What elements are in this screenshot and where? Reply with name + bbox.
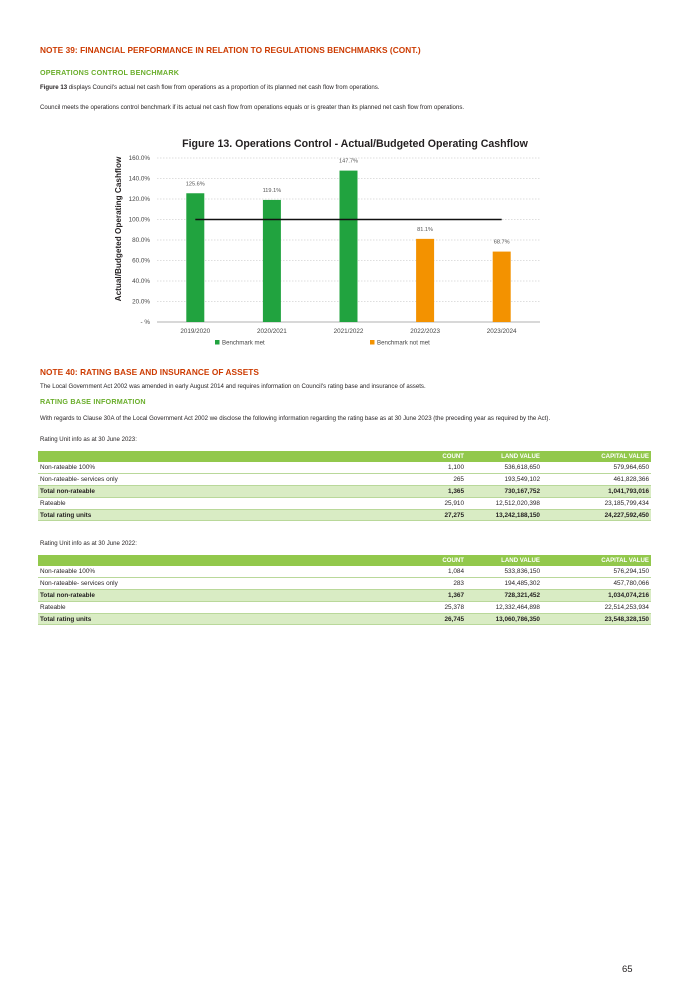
data-label: 68.7% [493,239,510,246]
land-value-cell: 728,321,452 [466,590,542,602]
note-39-para-2: Council meets the operations control benchmark if its actual net cash flow from operations equals or is greater than its planned net cash flow from operations. [40,104,465,111]
data-label: 147.7% [339,158,358,165]
header-label [38,451,378,462]
note-40-intro: The Local Government Act 2002 was amended in early August 2014 and requires information on Council's rating base and insurance of assets. [40,383,426,390]
legend-swatch [370,340,375,345]
capital-value-cell: 579,964,650 [542,462,651,474]
data-label: 125.6% [185,181,205,188]
note-39-para-1 [40,84,380,91]
table-total-row [38,486,651,498]
land-value-cell: 533,836,150 [466,566,542,578]
note-40-para: With regards to Clause 30A of the Local Government Act 2002 we disclose the following information regarding the rating base as at 30 June 2023 (the preceding year as required by the Act). [40,415,551,422]
count-cell: 283 [378,578,466,590]
land-value-cell: 730,167,752 [466,486,542,498]
count-cell: 27,275 [378,509,466,521]
header-count: COUNT [378,555,466,566]
y-tick-label: 160.0% [128,155,150,162]
y-tick-label: 20.0% [132,298,150,306]
row-label: Total rating units [38,509,378,521]
table-total-row [38,509,651,521]
count-cell: 26,745 [378,613,466,625]
capital-value-cell: 1,041,793,016 [542,486,651,498]
land-value-cell: 536,618,650 [466,462,542,474]
legend-swatch [215,340,220,345]
land-value-cell: 194,485,302 [466,578,542,590]
header-capital-value: CAPITAL VALUE [542,555,651,566]
header-land-value: LAND VALUE [466,555,542,566]
legend-label: Benchmark not met [377,339,430,347]
figure-ref: Figure 13 [40,84,68,91]
count-cell: 1,365 [378,486,466,498]
header-capital-value: CAPITAL VALUE [542,451,651,462]
count-cell: 1,100 [378,462,466,474]
x-tick-label: 2020/2021 [257,328,287,335]
capital-value-cell: 22,514,253,934 [542,601,651,613]
land-value-cell: 12,512,020,398 [466,497,542,509]
capital-value-cell: 23,185,799,434 [542,497,651,509]
table-row [38,497,651,509]
legend-label: Benchmark met [222,339,265,347]
count-cell: 25,910 [378,497,466,509]
row-label: Total rating units [38,613,378,625]
x-tick-label: 2023/2024 [486,328,517,335]
row-label: Rateable [38,601,378,613]
row-label: Total non-rateable [38,486,378,498]
table-row [38,462,651,474]
bar-2019/2020 [186,193,204,322]
capital-value-cell: 1,034,074,216 [542,590,651,602]
capital-value-cell: 23,548,328,150 [542,613,651,625]
y-tick-label: 60.0% [132,257,150,265]
data-label: 81.1% [417,226,434,233]
rating-table-2022 [38,555,651,625]
data-label: 119.1% [262,187,282,194]
y-tick-label: 40.0% [132,278,150,285]
count-cell: 25,378 [378,601,466,613]
capital-value-cell: 457,780,066 [542,578,651,590]
note-40-heading: NOTE 40: RATING BASE AND INSURANCE OF ASSETS [40,367,260,377]
bar-2022/2023 [416,239,434,322]
y-tick-label: 100.0% [128,216,150,224]
table-total-row [38,613,651,625]
bar-2021/2022 [340,171,358,322]
operations-control-subheading: OPERATIONS CONTROL BENCHMARK [40,68,180,77]
header-land-value: LAND VALUE [466,451,542,462]
capital-value-cell: 24,227,592,450 [542,509,651,521]
table-row [38,578,651,590]
table-row [38,566,651,578]
land-value-cell: 13,060,786,350 [466,613,542,625]
land-value-cell: 13,242,188,150 [466,509,542,521]
page-number: 65 [622,964,633,975]
row-label: Non-rateable- services only [38,474,378,486]
header-label [38,555,378,566]
x-tick-label: 2021/2022 [333,328,364,335]
y-axis-label: Actual/Budgeted Operating Cashflow [114,156,123,302]
count-cell: 1,367 [378,590,466,602]
header-count: COUNT [378,451,466,462]
bar-2020/2021 [263,200,281,322]
bar-2023/2024 [493,252,511,322]
capital-value-cell: 576,294,150 [542,566,651,578]
rating-table-2023 [38,451,651,521]
table-2022-caption: Rating Unit info as at 30 June 2022: [40,540,137,547]
table-2023-caption: Rating Unit info as at 30 June 2023: [40,436,137,443]
count-cell: 1,084 [378,566,466,578]
land-value-cell: 193,549,102 [466,474,542,486]
table-header-row [38,451,651,462]
table-row [38,601,651,613]
capital-value-cell: 461,828,366 [542,474,651,486]
y-tick-label: 140.0% [128,175,150,183]
row-label: Rateable [38,497,378,509]
table-header-row [38,555,651,566]
rating-base-subheading: RATING BASE INFORMATION [40,397,146,406]
count-cell: 265 [378,474,466,486]
x-tick-label: 2019/2020 [180,328,211,335]
row-label: Non-rateable- services only [38,578,378,590]
row-label: Non-rateable 100% [38,566,378,578]
row-label: Non-rateable 100% [38,462,378,474]
land-value-cell: 12,332,464,898 [466,601,542,613]
y-tick-label: 120.0% [128,196,150,203]
note-39-heading: NOTE 39: FINANCIAL PERFORMANCE IN RELATION TO REGULATIONS BENCHMARKS (CONT.) [40,45,421,55]
y-tick-label: 80.0% [132,237,150,244]
row-label: Total non-rateable [38,590,378,602]
y-tick-label: - % [140,319,150,326]
table-total-row [38,590,651,602]
table-row [38,474,651,486]
para-1-text: displays Council's actual net cash flow from operations as a proportion of its planned net cash flow from operations. [67,84,380,91]
chart-title: Figure 13. Operations Control - Actual/Budgeted Operating Cashflow [182,138,528,150]
x-tick-label: 2022/2023 [410,328,440,335]
operations-control-chart [100,130,570,352]
